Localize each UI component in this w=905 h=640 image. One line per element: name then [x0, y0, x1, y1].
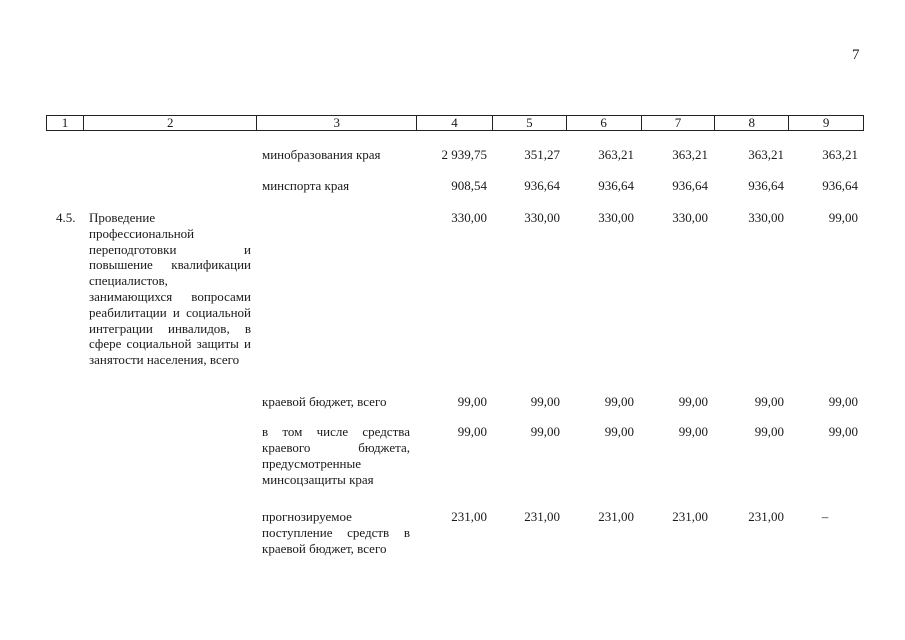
page-number: 7	[852, 47, 860, 63]
table-cell: 99,00	[754, 424, 784, 439]
header-col-1: 1	[47, 116, 84, 130]
table-cell: 936,64	[524, 178, 560, 193]
header-col-7: 7	[642, 116, 716, 130]
header-col-4: 4	[417, 116, 493, 130]
row-source: в том числе средства краевого бюджета, предусмотренные минсоцзащиты края	[262, 424, 410, 487]
header-col-3: 3	[257, 116, 417, 130]
table-cell: 99,00	[604, 394, 634, 409]
table-cell: 363,21	[822, 147, 858, 162]
table-cell: 936,64	[822, 178, 858, 193]
header-col-6: 6	[567, 116, 642, 130]
table-cell: 936,64	[672, 178, 708, 193]
table-cell: 936,64	[748, 178, 784, 193]
table-cell: 231,00	[524, 509, 560, 524]
table-cell: 99,00	[604, 424, 634, 439]
table-cell: 99,00	[530, 424, 560, 439]
item-title: Проведение профессиональной переподготовки и повышение квалификации специалистов, занимающихся вопросами реабилитации и социальной интеграции инвалидов, в сфере социальной защиты и занятости населения, всего	[89, 210, 251, 368]
table-cell: 99,00	[828, 424, 858, 439]
item-number: 4.5.	[56, 210, 76, 225]
header-col-9: 9	[822, 115, 830, 130]
table-cell: 330,00	[524, 210, 560, 225]
table-cell: 99,00	[754, 394, 784, 409]
table-cell: 99,00	[457, 394, 487, 409]
table-cell: 99,00	[828, 394, 858, 409]
table-cell: 363,21	[748, 147, 784, 162]
table-cell: 99,00	[678, 424, 708, 439]
header-col-8: 8	[715, 116, 789, 130]
table-cell: 2 939,75	[441, 147, 487, 162]
table-cell: 330,00	[748, 210, 784, 225]
header-col-5: 5	[493, 116, 567, 130]
table-cell: 330,00	[672, 210, 708, 225]
table-cell: 351,27	[524, 147, 560, 162]
table-cell: –	[821, 509, 829, 524]
header-col-2: 2	[84, 116, 258, 130]
table-cell: 936,64	[598, 178, 634, 193]
row-source: минобразования края	[262, 147, 381, 162]
table-cell: 330,00	[451, 210, 487, 225]
table-cell: 231,00	[672, 509, 708, 524]
table-cell: 908,54	[451, 178, 487, 193]
table-cell: 99,00	[828, 210, 858, 225]
table-cell: 330,00	[598, 210, 634, 225]
table-cell: 231,00	[451, 509, 487, 524]
table-cell: 99,00	[457, 424, 487, 439]
row-source: краевой бюджет, всего	[262, 394, 387, 409]
table-cell: 363,21	[672, 147, 708, 162]
row-source: минспорта края	[262, 178, 350, 193]
table-cell: 99,00	[678, 394, 708, 409]
row-source: прогнозируемое поступление средств в краевой бюджет, всего	[262, 509, 410, 556]
table-cell: 231,00	[748, 509, 784, 524]
table-cell: 363,21	[598, 147, 634, 162]
table-cell: 231,00	[598, 509, 634, 524]
table-cell: 99,00	[530, 394, 560, 409]
table-header-row	[46, 115, 864, 131]
